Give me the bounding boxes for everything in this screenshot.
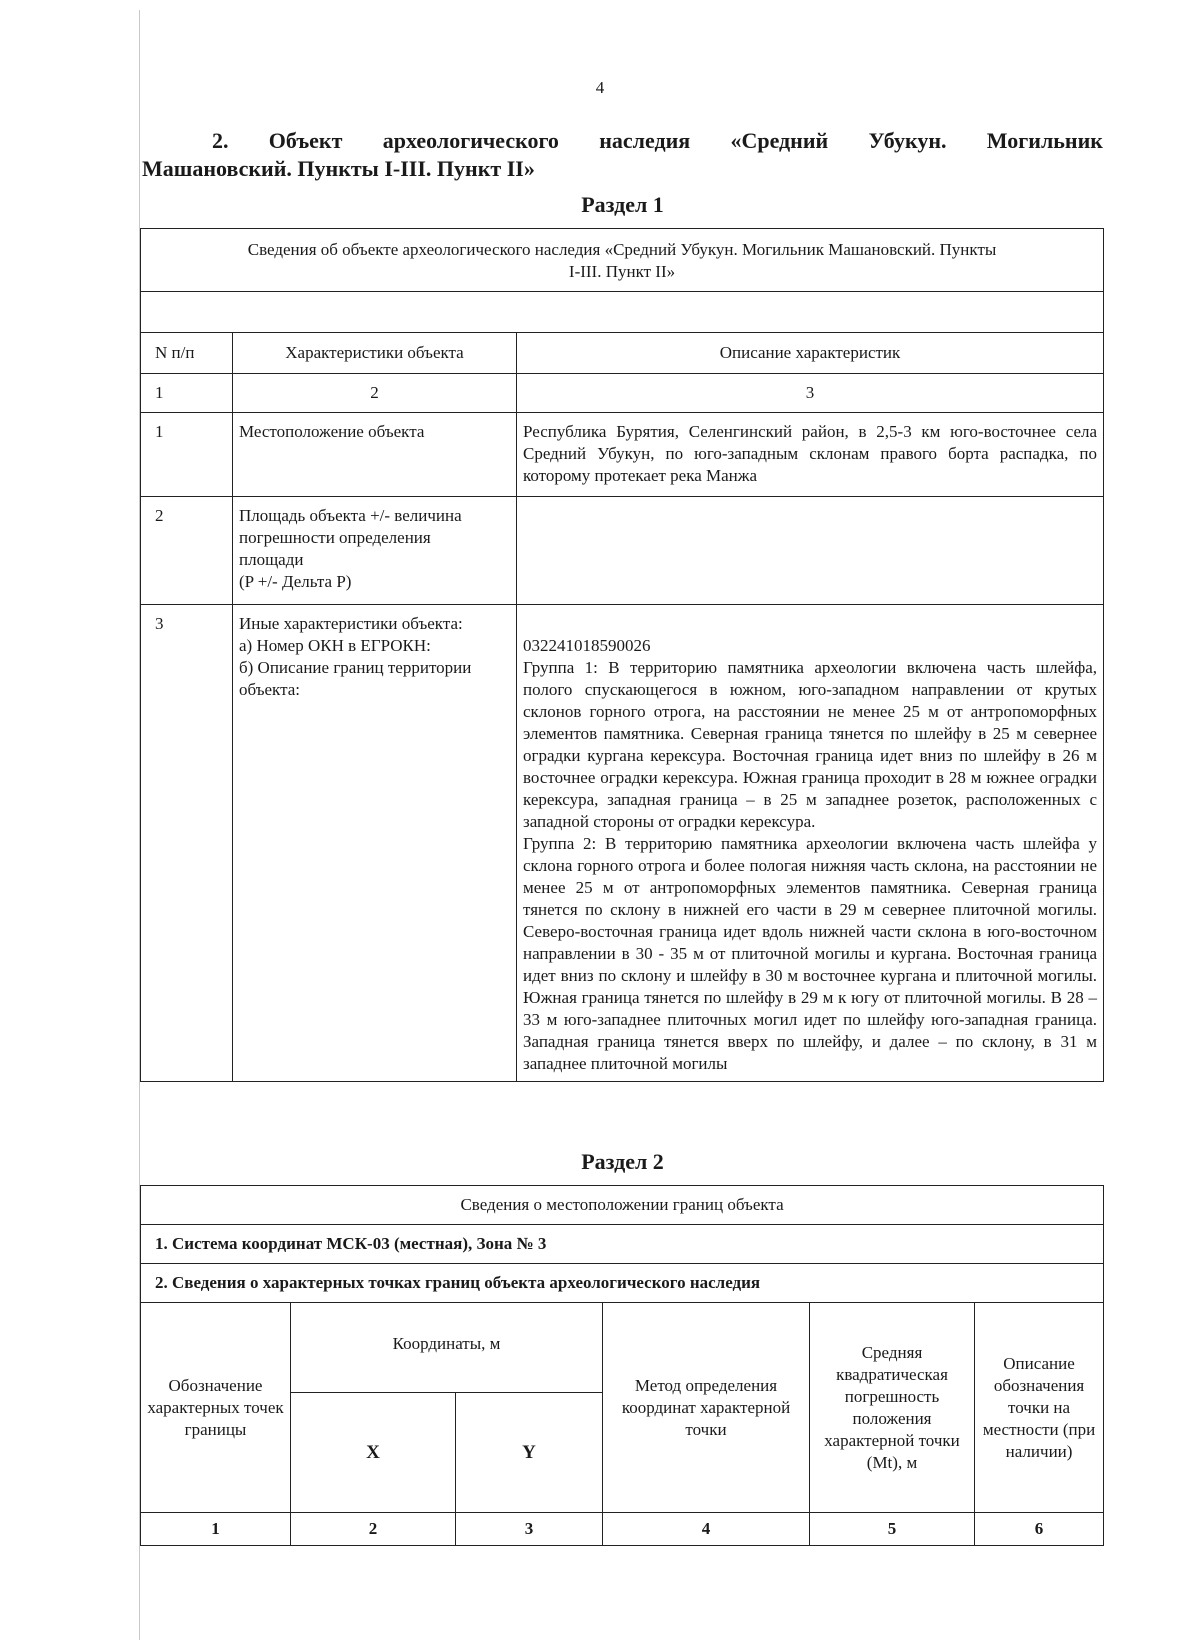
column-number: 5 xyxy=(810,1513,975,1546)
header-characteristics: Характеристики объекта xyxy=(233,333,517,374)
header-error: Средняя квадратическая погрешность положения характерной точки (Mt), м xyxy=(810,1303,975,1513)
table-row xyxy=(141,413,1104,497)
page-number: 4 xyxy=(595,78,605,97)
header-designation: Обозначение характерных точек границы xyxy=(141,1303,291,1513)
column-number: 1 xyxy=(141,374,233,413)
column-number: 6 xyxy=(975,1513,1104,1546)
group-2-description: Группа 2: В территорию памятника археологии включена часть шлейфа у склона горного отрога и более пологая нижняя часть склона, на расстоянии не менее 25 м от антропоморфных элементов памятника. Северная граница тянется по склону в нижней его части в 29 м севернее плиточной могилы. Северо-восточная граница идет вдоль нижней части склона в юго-восточном направлении в 30 - 35 м от плиточной могилы и кургана. Восточная граница идет вниз по склону и шлейфу в 30 м восточнее кургана и плиточной могилы. Южная граница тянется по шлейфу в 29 м к югу от плиточной могилы. В 28 – 33 м юго-западнее плиточных могил идет по шлейфу юго-западная граница. Западная граница тянется вверх по шлейфу, и далее – по склону, в 31 м западнее плиточной могилы xyxy=(523,834,1098,1073)
header-num: N п/п xyxy=(141,333,233,374)
header-y: Y xyxy=(456,1393,603,1513)
group-1-description: Группа 1: В территорию памятника археологии включена часть шлейфа, полого спускающегося в южном, юго-западном направлении от крутых склонов горного отрога, на расстоянии не менее 25 м от антропоморфных элементов памятника. Северная граница тянется по шлейфу в 25 м севернее оградки кургана керексура. Восточная граница идет вниз по шлейфу в 26 м восточнее оградки керексура. Южная граница проходит в 28 м южнее оградки керексура, западная граница – в 25 м западнее розеток, расположенных с западной стороны от оградки керексура. xyxy=(523,658,1098,831)
object-heading xyxy=(142,127,1103,183)
coordinate-system: 1. Система координат МСК-03 (местная), Зона № 3 xyxy=(141,1225,1104,1264)
section-2-title: Раздел 2 xyxy=(581,1149,664,1174)
row-characteristic: Местоположение объекта xyxy=(233,413,517,497)
row-characteristic: Площадь объекта +/- величина погрешности определения площади (P +/- Дельта P) xyxy=(233,497,517,605)
boundary-table xyxy=(140,1185,1103,1546)
heading-word: наследия xyxy=(599,128,691,153)
column-number: 2 xyxy=(233,374,517,413)
heading-word: Объект xyxy=(268,128,343,153)
heading-word: археологического xyxy=(382,128,559,153)
boundary-caption: Сведения о местоположении границ объекта xyxy=(141,1186,1104,1225)
heading-word: Могильник xyxy=(986,128,1103,153)
heading-word: «Средний xyxy=(730,128,829,153)
heading-word: 2. xyxy=(212,128,229,153)
object-info-table xyxy=(140,228,1103,1082)
column-number: 1 xyxy=(141,1513,291,1546)
table-row xyxy=(141,497,1104,605)
row-description: Республика Бурятия, Селенгинский район, в 2,5-3 км юго-восточнее села Средний Убукун, по юго-западным склонам правого борта распадка, по которому протекает река Манжа xyxy=(517,413,1104,497)
heading-line-2: Машановский. Пункты I-III. Пункт II» xyxy=(142,156,535,181)
row-number: 3 xyxy=(141,605,233,1082)
column-number: 4 xyxy=(603,1513,810,1546)
header-method: Метод определения координат характерной точки xyxy=(603,1303,810,1513)
header-x: X xyxy=(291,1393,456,1513)
header-point-description: Описание обозначения точки на местности (при наличии) xyxy=(975,1303,1104,1513)
header-description: Описание характеристик xyxy=(517,333,1104,374)
points-title: 2. Сведения о характерных точках границ объекта археологического наследия xyxy=(141,1264,1104,1303)
section-1-title: Раздел 1 xyxy=(581,192,664,217)
table-row xyxy=(141,605,1104,1082)
row-characteristic: Иные характеристики объекта: а) Номер ОКН в ЕГРОКН: б) Описание границ территории объекта: xyxy=(233,605,517,1082)
table-caption: Сведения об объекте археологического наследия «Средний Убукун. Могильник Машановский. Пункты I-III. Пункт II» xyxy=(141,229,1104,292)
row-description xyxy=(517,497,1104,605)
column-number: 2 xyxy=(291,1513,456,1546)
empty-row xyxy=(141,292,1104,333)
row-description xyxy=(517,605,1104,1082)
column-number: 3 xyxy=(456,1513,603,1546)
row-number: 1 xyxy=(141,413,233,497)
row-number: 2 xyxy=(141,497,233,605)
okn-number: 032241018590026 xyxy=(523,636,651,655)
column-number: 3 xyxy=(517,374,1104,413)
heading-word: Убукун. xyxy=(868,128,947,153)
heading-line-1 xyxy=(142,127,1103,155)
header-coordinates: Координаты, м xyxy=(291,1303,603,1393)
